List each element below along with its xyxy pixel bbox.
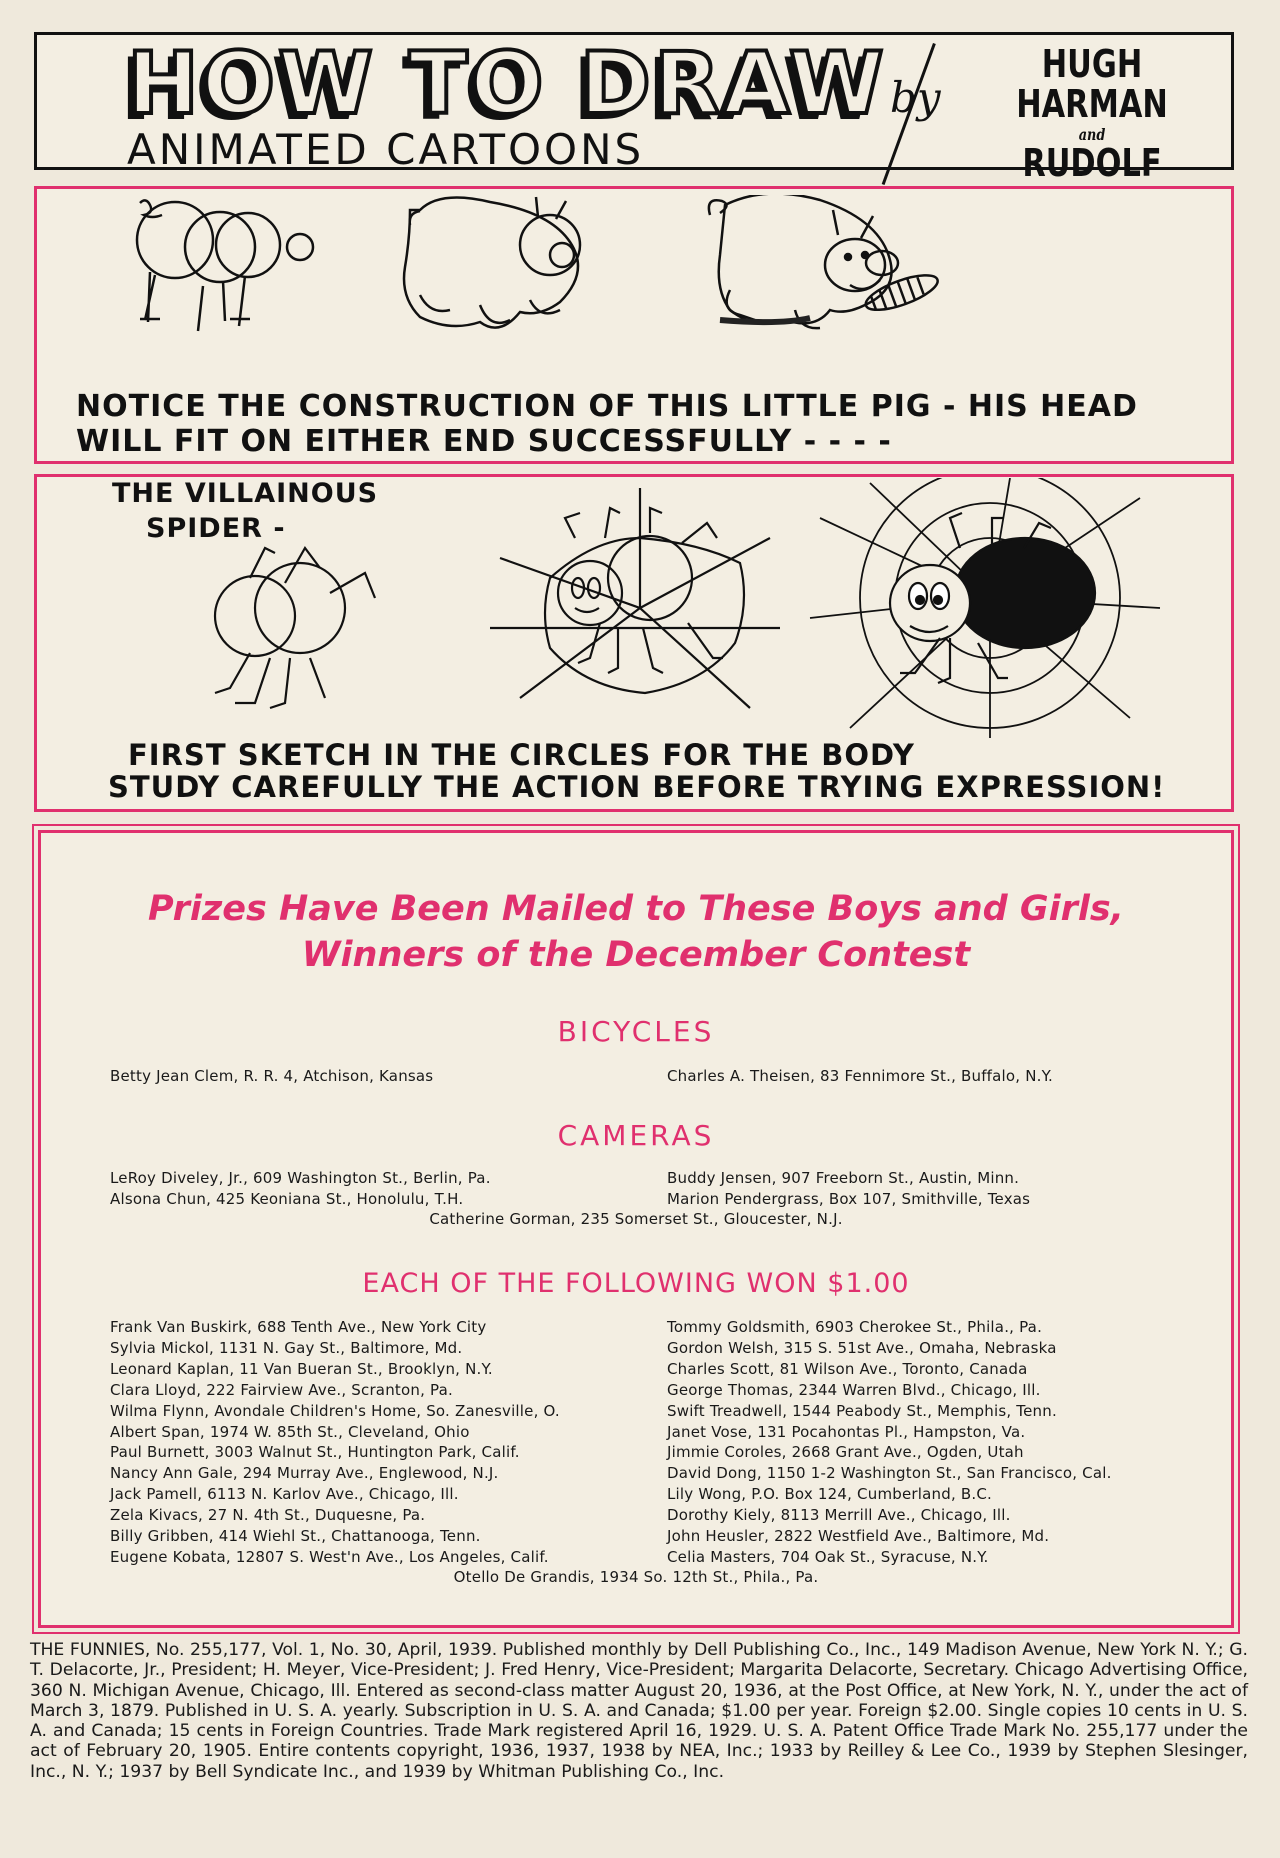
list-item: Alsona Chun, 425 Keoniana St., Honolulu, T.H. [110, 1189, 464, 1208]
list-item: Marion Pendergrass, Box 107, Smithville, Texas [667, 1189, 1031, 1208]
dollar-winners-left [110, 1317, 560, 1568]
list-item: Celia Masters, 704 Oak St., Syracuse, N.Y. [667, 1547, 989, 1566]
list-item: Eugene Kobata, 12807 S. West'n Ave., Los Angeles, Calif. [110, 1547, 549, 1566]
pig-caption-line2: WILL FIT ON EITHER END SUCCESSFULLY - - - - [76, 423, 892, 459]
pig-sketch-circles [137, 200, 313, 331]
list-item: Gordon Welsh, 315 S. 51st Ave., Omaha, Nebraska [667, 1338, 1057, 1357]
list-item: Lily Wong, P.O. Box 124, Cumberland, B.C. [667, 1485, 992, 1504]
list-item: Billy Gribben, 414 Wiehl St., Chattanooga, Tenn. [110, 1527, 481, 1546]
spider-title-line2: SPIDER - [146, 513, 286, 545]
spider-title-line1: THE VILLAINOUS [112, 478, 379, 509]
author-rudolf-ising: RUDOLF [1022, 140, 1162, 185]
bicycles-winner-right: Charles A. Theisen, 83 Fennimore St., Buffalo, N.Y. [667, 1067, 1053, 1085]
title-by: by [890, 73, 941, 122]
spider-web-sketch [490, 488, 780, 708]
cameras-heading: CAMERAS [557, 1119, 715, 1152]
list-item: Zela Kivacs, 27 N. 4th St., Duquesne, Pa. [110, 1506, 426, 1525]
list-item: LeRoy Diveley, Jr., 609 Washington St., Berlin, Pa. [110, 1169, 491, 1187]
list-item: John Heusler, 2822 Westfield Ave., Baltimore, Md. [667, 1527, 1050, 1546]
dollar-heading: EACH OF THE FOLLOWING WON $1.00 [362, 1268, 910, 1299]
spider-caption [108, 740, 1165, 804]
list-item: Nancy Ann Gale, 294 Murray Ave., Englewood, N.J. [110, 1464, 499, 1483]
author-hugh-harman: HUGH HARMAN [1016, 42, 1168, 126]
list-item: Leonard Kaplan, 11 Van Bueran St., Brooklyn, N.Y. [110, 1359, 493, 1378]
list-item: Wilma Flynn, Avondale Children's Home, So. Zanesville, O. [110, 1401, 560, 1420]
pig-drawings-illustration [120, 195, 1140, 395]
prizes-headline [38, 887, 1234, 978]
list-item: Paul Burnett, 3003 Walnut St., Huntington Park, Calif. [110, 1443, 520, 1462]
list-item: Charles Scott, 81 Wilson Ave., Toronto, Canada [667, 1359, 1028, 1378]
spider-caption-line1: FIRST SKETCH IN THE CIRCLES FOR THE BODY [128, 738, 915, 772]
pig-caption [76, 390, 1138, 459]
pig-finished [709, 195, 942, 328]
spider-drawings-illustration [190, 478, 1170, 740]
bicycles-winner-left: Betty Jean Clem, R. R. 4, Atchison, Kansas [110, 1067, 434, 1085]
spider-sketch-circles [215, 548, 375, 708]
list-item: David Dong, 1150 1-2 Washington St., San Francisco, Cal. [667, 1464, 1112, 1483]
list-item: Buddy Jensen, 907 Freeborn St., Austin, Minn. [667, 1169, 1020, 1187]
title-how-to-draw: HOW TO DRAW [127, 34, 887, 134]
list-item: Clara Lloyd, 222 Fairview Ave., Scranton, Pa. [110, 1380, 453, 1399]
title-header [34, 32, 1234, 185]
list-item: Jack Pamell, 6113 N. Karlov Ave., Chicago, Ill. [110, 1485, 459, 1504]
list-item: Frank Van Buskirk, 688 Tenth Ave., New York City [110, 1318, 487, 1336]
dollar-winner-center: Otello De Grandis, 1934 So. 12th St., Phila., Pa. [453, 1568, 819, 1586]
bicycles-heading: BICYCLES [557, 1015, 715, 1048]
title-subtitle: ANIMATED CARTOONS [127, 125, 645, 174]
list-item: George Thomas, 2344 Warren Blvd., Chicago, Ill. [667, 1380, 1041, 1399]
pig-sketch-body [404, 197, 580, 328]
prizes-headline-line1: Prizes Have Been Mailed to These Boys and Girls, [148, 889, 1124, 929]
cameras-winner-center: Catherine Gorman, 235 Somerset St., Gloucester, N.J. [429, 1210, 843, 1228]
cameras-winners-right [667, 1168, 1030, 1210]
list-item: Jimmie Coroles, 2668 Grant Ave., Ogden, Utah [667, 1443, 1024, 1462]
list-item: Tommy Goldsmith, 6903 Cherokee St., Phila., Pa. [667, 1318, 1043, 1336]
spider-caption-line2: STUDY CAREFULLY THE ACTION BEFORE TRYING EXPRESSION! [108, 769, 1166, 804]
spider-web-finished [810, 478, 1160, 738]
dollar-winners-right [667, 1317, 1112, 1568]
list-item: Sylvia Mickol, 1131 N. Gay St., Baltimore, Md. [110, 1338, 463, 1357]
list-item: Swift Treadwell, 1544 Peabody St., Memphis, Tenn. [667, 1401, 1057, 1420]
list-item: Albert Span, 1974 W. 85th St., Cleveland, Ohio [110, 1422, 470, 1441]
publication-info: THE FUNNIES, No. 255,177, Vol. 1, No. 30, April, 1939. Published monthly by Dell Publishing Co., Inc., 149 Madison Avenue, New York N. Y.; G. T. Delacorte, Jr., President; H. Meyer, Vice-President; J. Fred Henry, Vice-President; Margarita Delacorte, Secretary. Chicago Advertising Office, 360 N. Michigan Avenue, Chicago, Ill. Entered as second-class matter August 20, 1936, at the Post Office, at New York, N. Y., under the act of March 3, 1879. Published in U. S. A. yearly. Subscription in U. S. A. and Canada; $1.00 per year. Foreign $2.00. Single copies 10 cents in U. S. A. and Canada; 15 cents in Foreign Countries. Trade Mark registered April 16, 1929. U. S. A. Patent Office Trade Mark No. 255,177 under the act of February 20, 1905. Entire contents copyright, 1936, 1937, 1938 by NEA, Inc.; 1933 by Reilley & Lee Co., 1939 by Stephen Slesinger, Inc., N. Y.; 1937 by Bell Syndicate Inc., and 1939 by Whitman Publishing Co., Inc. [30, 1640, 1248, 1782]
authors-and: and [1078, 124, 1106, 144]
prizes-headline-line2: Winners of the December Contest [301, 934, 971, 975]
list-item: Dorothy Kiely, 8113 Merrill Ave., Chicago, Ill. [667, 1506, 1011, 1525]
list-item: Janet Vose, 131 Pocahontas Pl., Hampston, Va. [667, 1422, 1026, 1441]
pig-caption-line1: NOTICE THE CONSTRUCTION OF THIS LITTLE PIG - HIS HEAD [76, 389, 1138, 424]
cameras-winners-left [110, 1168, 491, 1210]
